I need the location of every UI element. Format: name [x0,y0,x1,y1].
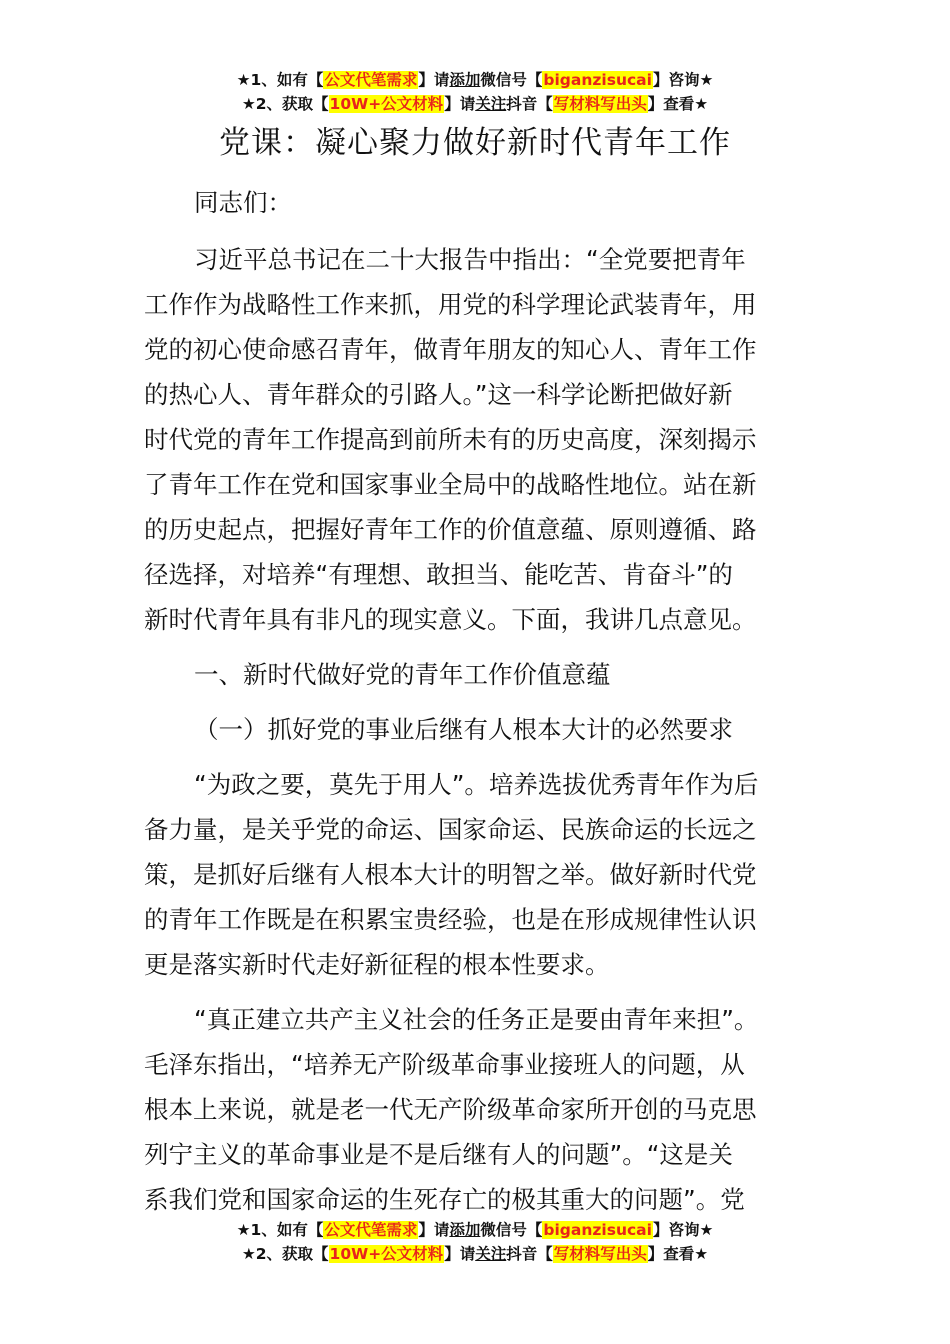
section-heading-1: 一、新时代做好党的青年工作价值意蕴 [194,660,611,689]
subsection-heading-1: （一）抓好党的事业后继有人根本大计的必然要求 [194,715,733,744]
text-line: 时代党的青年工作提高到前所未有的历史高度，深刻揭示 [144,425,757,454]
highlight-wechat-id: biganzisucai [543,71,652,89]
text-line: 系我们党和国家命运的生死存亡的极其重大的问题”。党 [144,1185,745,1214]
text-line: 的历史起点，把握好青年工作的价值意蕴、原则遵循、路 [144,515,757,544]
highlight-service: 公文代笔需求 [324,71,418,89]
text-line: 策，是抓好后继有人根本大计的明智之举。做好新时代党 [144,860,757,889]
highlight-materials: 10W+公文材料 [329,1245,444,1263]
text-line: 更是落实新时代走好新征程的根本性要求。 [144,950,610,979]
text-line: 工作作为战略性工作来抓，用党的科学理论武装青年，用 [144,290,757,319]
text-line: 的热心人、青年群众的引路人。”这一科学论断把做好新 [144,380,733,409]
highlight-service: 公文代笔需求 [324,1221,418,1239]
promo-line-1: ★1、如有【公文代笔需求】请添加微信号【biganzisucai】咨询★ [236,1221,714,1239]
highlight-materials: 10W+公文材料 [329,95,444,113]
text-line: “为政之要，莫先于用人”。培养选拔优秀青年作为后 [194,770,759,799]
text-line: “真正建立共产主义社会的任务正是要由青年来担”。 [194,1005,759,1034]
text-line: 备力量，是关乎党的命运、国家命运、民族命运的长远之 [144,815,757,844]
text-line: 根本上来说，就是老一代无产阶级革命家所开创的马克思 [144,1095,757,1124]
text-line: 列宁主义的革命事业是不是后继有人的问题”。“这是关 [144,1140,733,1169]
highlight-douyin-id: 写材料写出头 [553,1245,647,1263]
document-body [144,180,808,1222]
greeting: 同志们： [194,188,292,217]
text-line: 毛泽东指出，“培养无产阶级革命事业接班人的问题，从 [144,1050,745,1079]
paragraph-3 [144,997,808,1222]
highlight-douyin-id: 写材料写出头 [553,95,647,113]
text-line: 径选择，对培养“有理想、敢担当、能吃苦、肯奋斗”的 [144,560,733,589]
text-line: 了青年工作在党和国家事业全局中的战略性地位。站在新 [144,470,757,499]
paragraph-1 [144,237,808,642]
text-line: 习近平总书记在二十大报告中指出：“全党要把青年 [194,245,746,274]
paragraph-2 [144,762,808,987]
text-line: 的青年工作既是在积累宝贵经验，也是在形成规律性认识 [144,905,757,934]
promo-line-2: ★2、获取【10W+公文材料】请关注抖音【写材料写出头】查看★ [241,95,709,113]
text-line: 新时代青年具有非凡的现实意义。下面，我讲几点意见。 [144,605,757,634]
text-line: 党的初心使命感召青年，做青年朋友的知心人、青年工作 [144,335,757,364]
promo-banner-top [0,68,950,116]
document-title: 党课：凝心聚力做好新时代青年工作 [219,125,731,161]
highlight-wechat-id: biganzisucai [543,1221,652,1239]
promo-banner-bottom [0,1218,950,1266]
promo-line-2: ★2、获取【10W+公文材料】请关注抖音【写材料写出头】查看★ [241,1245,709,1263]
promo-line-1: ★1、如有【公文代笔需求】请添加微信号【biganzisucai】咨询★ [236,71,714,89]
